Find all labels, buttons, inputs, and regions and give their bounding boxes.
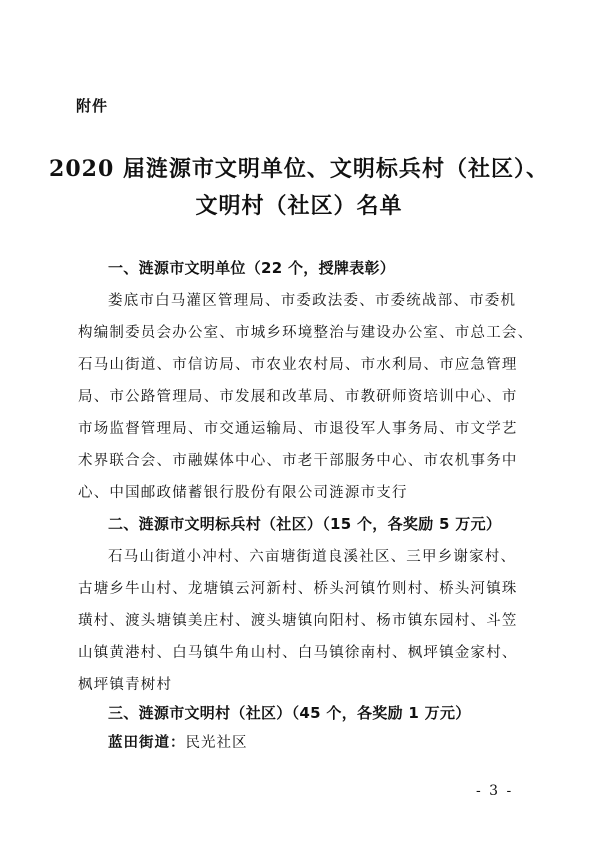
section-1-line: 局、市公路管理局、市发展和改革局、市教研师资培训中心、市 [78, 389, 518, 405]
attachment-label: 附件 [76, 97, 109, 115]
section-1-line: 市场监督管理局、市交通运输局、市退役军人事务局、市文学艺 [78, 421, 518, 437]
section-1-line: 术界联合会、市融媒体中心、市老干部服务中心、市农机事务中 [78, 453, 518, 469]
section-2-line: 山镇黄港村、白马镇牛角山村、白马镇徐南村、枫坪镇金家村、 [78, 645, 518, 661]
section-1-line: 构编制委员会办公室、市城乡环境整治与建设办公室、市总工会、 [78, 325, 534, 341]
section-heading-model-villages: 二、涟源市文明标兵村（社区）（15 个，各奖励 5 万元） [108, 515, 502, 533]
page-number: - 3 - [476, 783, 514, 799]
district-entry [108, 731, 248, 752]
section-1-line: 心、中国邮政储蓄银行股份有限公司涟源市支行 [78, 485, 408, 501]
section-heading-civilized-units: 一、涟源市文明单位（22 个，授牌表彰） [108, 259, 396, 277]
section-2-line: 枫坪镇青树村 [78, 677, 173, 693]
district-units: 民光社区 [185, 735, 248, 751]
section-1-line: 石马山街道、市信访局、市农业农村局、市水利局、市应急管理 [78, 357, 518, 373]
section-heading-civilized-villages: 三、涟源市文明村（社区）（45 个，各奖励 1 万元） [108, 704, 471, 722]
section-2-line: 璜村、渡头塘镇美庄村、渡头塘镇向阳村、杨市镇东园村、斗笠 [78, 613, 518, 629]
document-title-line-2: 文明村（社区）名单 [195, 193, 403, 219]
section-2-line: 古塘乡牛山村、龙塘镇云河新村、桥头河镇竹则村、桥头河镇珠 [78, 581, 518, 597]
district-name: 蓝田街道： [108, 735, 186, 751]
section-1-line: 娄底市白马灌区管理局、市委政法委、市委统战部、市委机 [108, 293, 517, 309]
section-2-line: 石马山街道小冲村、六亩塘街道良溪社区、三甲乡谢家村、 [108, 549, 517, 565]
document-title-line-1: 2020 届涟源市文明单位、文明标兵村（社区）、 [49, 156, 549, 182]
